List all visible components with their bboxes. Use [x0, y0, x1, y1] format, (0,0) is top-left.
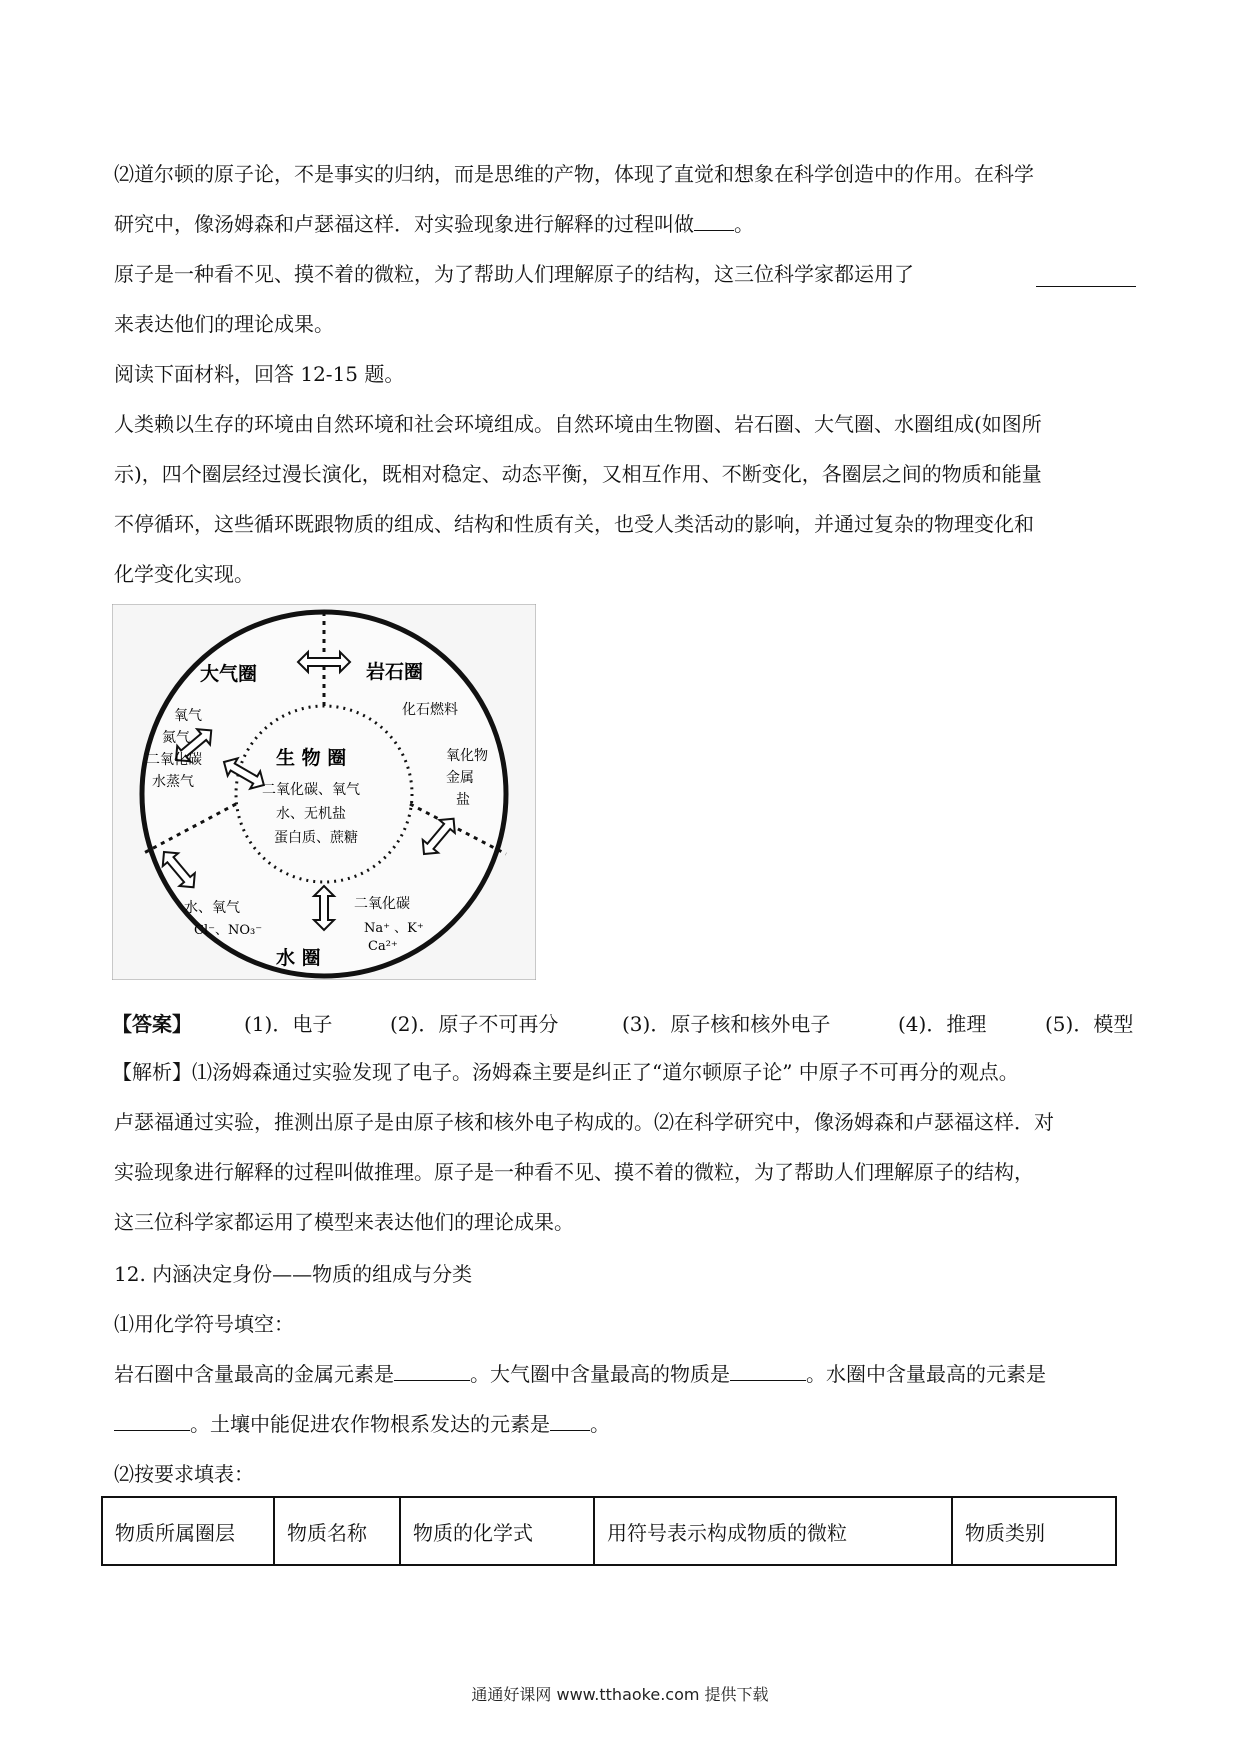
- answer-blank[interactable]: [550, 1410, 590, 1431]
- paragraph-line: ⑵道尔顿的原子论，不是事实的归纳，而是思维的产物，体现了直觉和想象在科学创造中的作用。在科学: [114, 162, 1034, 186]
- question-text: 。土壤中能促进农作物根系发达的元素是: [190, 1412, 550, 1436]
- question-line: [114, 1410, 1138, 1438]
- table-header-cell: 物质所属圈层: [102, 1497, 274, 1565]
- table-header-cell: 物质的化学式: [400, 1497, 594, 1565]
- hyd-item: Na⁺ 、K⁺: [364, 921, 424, 936]
- explanation-line: 实验现象进行解释的过程叫做推理。原子是一种看不见、摸不着的微粒，为了帮助人们理解原子的结构，: [114, 1160, 1034, 1184]
- table-header-cell: 物质名称: [274, 1497, 400, 1565]
- answer-blank[interactable]: [694, 210, 734, 231]
- answer-item: (2)．原子不可再分: [390, 1012, 559, 1036]
- lithosphere-label: 岩石圈: [366, 661, 424, 683]
- question-text: 岩石圈中含量最高的金属元素是: [114, 1362, 394, 1386]
- hyd-item: 二氧化碳: [354, 896, 410, 912]
- paragraph-line: 来表达他们的理论成果。: [114, 312, 334, 336]
- bio-item: 水、无机盐: [276, 806, 346, 822]
- bio-item: 蛋白质、蔗糖: [274, 830, 358, 846]
- page-footer: 通通好课网 www.tthaoke.com 提供下载: [471, 1685, 769, 1704]
- bio-item: 二氧化碳、氧气: [262, 782, 360, 798]
- paragraph-line: 化学变化实现。: [114, 562, 254, 586]
- answer-blank[interactable]: [114, 1410, 190, 1431]
- explanation-line: 【解析】⑴汤姆森通过实验发现了电子。汤姆森主要是纠正了“道尔顿原子论” 中原子不可再分的观点。: [112, 1060, 1019, 1084]
- fill-in-table: [101, 1496, 1117, 1566]
- question-text: 。水圈中含量最高的元素是: [806, 1362, 1046, 1386]
- atm-item: 氧气: [174, 708, 202, 724]
- answer-label: 【答案】: [112, 1012, 192, 1036]
- sub-question: ⑴用化学符号填空：: [114, 1312, 294, 1336]
- hydrosphere-label: 水 圈: [276, 947, 321, 969]
- lith-item: 氧化物: [446, 748, 488, 764]
- atm-item: 水蒸气: [152, 774, 194, 790]
- hyd-item: Ca²⁺: [368, 939, 398, 954]
- question-text: 原子是一种看不见、摸不着的微粒，为了帮助人们理解原子的结构，这三位科学家都运用了: [114, 262, 914, 286]
- table-header-cell: 物质类别: [952, 1497, 1116, 1565]
- hyd-item: 水、氧气: [184, 900, 240, 916]
- paragraph-line: 不停循环，这些循环既跟物质的组成、结构和性质有关，也受人类活动的影响，并通过复杂的物理变化和: [114, 512, 1034, 536]
- lith-item: 盐: [456, 792, 470, 808]
- paragraph-line: 示)，四个圈层经过漫长演化，既相对稳定、动态平衡，又相互作用、不断变化，各圈层之间的物质和能量: [114, 462, 1042, 486]
- punctuation: 。: [734, 212, 754, 236]
- atm-item: 氮气: [162, 730, 190, 746]
- table-header-row: [102, 1497, 1116, 1565]
- answer-blank[interactable]: [1036, 266, 1136, 287]
- table-header-cell: 用符号表示构成物质的微粒: [594, 1497, 952, 1565]
- answer-item: (4)．推理: [898, 1012, 987, 1036]
- question-text: 研究中，像汤姆森和卢瑟福这样．对实验现象进行解释的过程叫做: [114, 212, 694, 236]
- question-title: 12. 内涵决定身份——物质的组成与分类: [114, 1262, 473, 1286]
- biosphere-label: 生 物 圈: [276, 747, 347, 769]
- sub-question: ⑵按要求填表：: [114, 1462, 254, 1486]
- answer-blank[interactable]: [730, 1360, 806, 1381]
- answer-item: (1)．电子: [244, 1012, 333, 1036]
- atm-item: 二氧化碳: [146, 752, 202, 768]
- hyd-item: Cl⁻、NO₃⁻: [194, 923, 263, 938]
- instruction-line: 阅读下面材料，回答 12-15 题。: [114, 362, 405, 386]
- question-text: 。大气圈中含量最高的物质是: [470, 1362, 730, 1386]
- explanation-line: 卢瑟福通过实验，推测出原子是由原子核和核外电子构成的。⑵在科学研究中，像汤姆森和卢瑟福这样．对: [114, 1110, 1054, 1134]
- punctuation: 。: [590, 1412, 610, 1436]
- explanation-line: 这三位科学家都运用了模型来表达他们的理论成果。: [114, 1210, 574, 1234]
- earth-spheres-diagram: [112, 604, 536, 980]
- answer-item: (3)．原子核和核外电子: [622, 1012, 831, 1036]
- answer-blank[interactable]: [394, 1360, 470, 1381]
- question-line: [114, 260, 1138, 288]
- question-line: [114, 210, 1138, 238]
- lith-item: 化石燃料: [402, 702, 458, 718]
- lith-item: 金属: [446, 770, 474, 786]
- question-line: [114, 1360, 1138, 1388]
- answer-item: (5)．模型: [1045, 1012, 1134, 1036]
- atmosphere-label: 大气圈: [200, 663, 258, 685]
- paragraph-line: 人类赖以生存的环境由自然环境和社会环境组成。自然环境由生物圈、岩石圈、大气圈、水圈组成(如图所: [114, 412, 1042, 436]
